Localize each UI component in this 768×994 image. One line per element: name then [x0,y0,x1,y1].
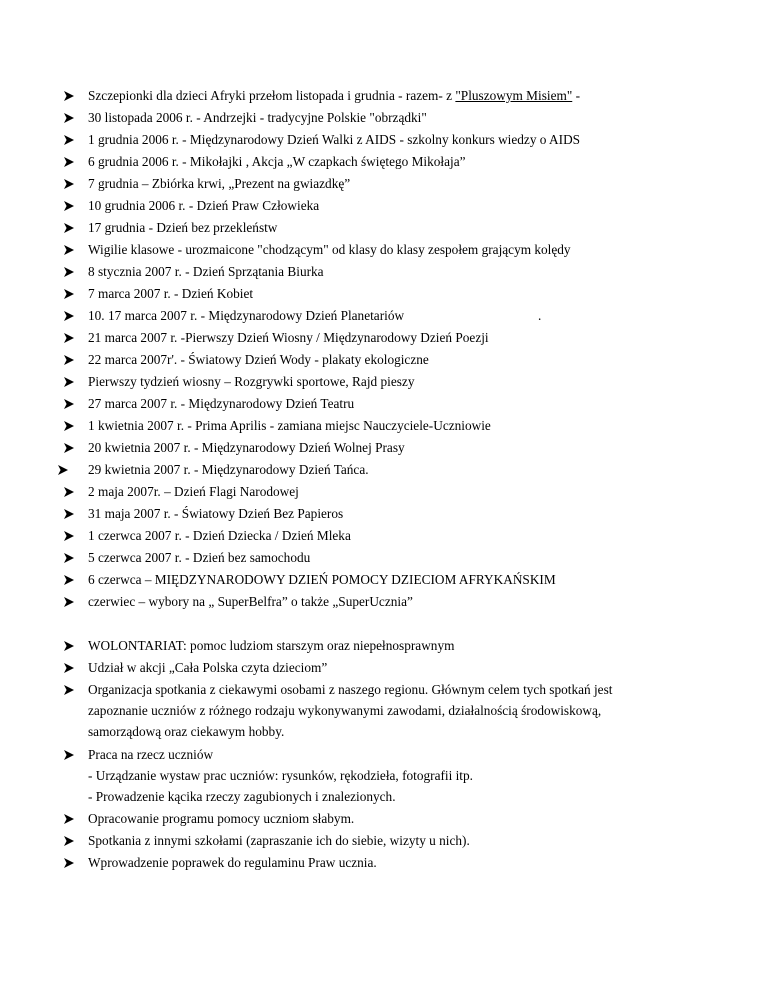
item-text: 1 grudnia 2006 r. - Międzynarodowy Dzień Walki z AIDS - szkolny konkurs wiedzy o AIDS [88,132,581,147]
arrowhead-bullet-icon [64,663,74,673]
item-text: 7 marca 2007 r. - Dzień Kobiet [88,286,254,301]
item-text: 6 grudnia 2006 r. - Mikołajki , Akcja „W czapkach świętego Mikołaja” [88,154,466,169]
arrowhead-bullet-icon [64,685,74,695]
item-text: 17 grudnia - Dzień bez przekleństw [88,220,278,235]
item-text: zapoznanie uczniów z różnego rodzaju wykonywanymi zawodami, działalnością środowiskową, [88,703,602,718]
item-text: 29 kwietnia 2007 r. - Międzynarodowy Dzień Tańca. [88,462,369,477]
arrowhead-bullet-icon [64,333,74,343]
arrowhead-bullet-icon [64,377,74,387]
arrowhead-bullet-icon [64,553,74,563]
arrowhead-bullet-icon [64,355,74,365]
item-text: 5 czerwca 2007 r. - Dzień bez samochodu [88,550,311,565]
item-text: 30 listopada 2006 r. - Andrzejki - tradycyjne Polskie "obrządki" [88,110,427,125]
item-text: 10. 17 marca 2007 r. - Międzynarodowy Dzień Planetariów [88,308,405,323]
item-text: 7 grudnia – Zbiórka krwi, „Prezent na gwiazdkę” [88,176,351,191]
arrowhead-bullet-icon [64,179,74,189]
item-text: - Prowadzenie kącika rzeczy zagubionych i znalezionych. [88,789,396,804]
item-text: Praca na rzecz uczniów [88,747,214,762]
item-text: 21 marca 2007 r. -Pierwszy Dzień Wiosny / Międzynarodowy Dzień Poezji [88,330,489,345]
arrowhead-bullet-icon [64,750,74,760]
item-text: 20 kwietnia 2007 r. - Międzynarodowy Dzień Wolnej Prasy [88,440,405,455]
arrowhead-bullet-icon [64,575,74,585]
item-text: 31 maja 2007 r. - Światowy Dzień Bez Papieros [88,506,344,521]
arrowhead-bullet-icon [64,814,74,824]
arrowhead-bullet-icon [64,91,74,101]
arrowhead-bullet-icon [64,509,74,519]
pluszowy-mis-link[interactable]: "Pluszowym Misiem" [455,88,573,103]
arrowhead-bullet-icon [64,289,74,299]
arrowhead-bullet-icon [64,157,74,167]
arrowhead-bullet-icon [64,223,74,233]
item-text: Pierwszy tydzień wiosny – Rozgrywki sportowe, Rajd pieszy [88,374,415,389]
arrowhead-bullet-icon [64,443,74,453]
arrowhead-bullet-icon [64,858,74,868]
item-text: Wigilie klasowe - urozmaicone "chodzącym" od klasy do klasy zespołem grającym kolędy [88,242,571,257]
item-text: 1 kwietnia 2007 r. - Prima Aprilis - zamiana miejsc Nauczyciele-Uczniowie [88,418,491,433]
list-item [0,307,768,325]
item-text: 27 marca 2007 r. - Międzynarodowy Dzień Teatru [88,396,355,411]
arrowhead-bullet-icon [64,836,74,846]
item-text: 10 grudnia 2006 r. - Dzień Praw Człowieka [88,198,320,213]
trailing-dot: . [538,308,542,323]
item-text: Organizacja spotkania z ciekawymi osobami z naszego regionu. Głównym celem tych spotkań jest [88,682,613,697]
item-text: samorządową oraz ciekawym hobby. [88,724,285,739]
item-text: 6 czerwca – MIĘDZYNARODOWY DZIEŃ POMOCY DZIECIOM AFRYKAŃSKIM [88,572,556,587]
arrowhead-bullet-icon [64,399,74,409]
arrowhead-bullet-icon [64,421,74,431]
item-text: Spotkania z innymi szkołami (zapraszanie ich do siebie, wizyty u nich). [88,833,470,848]
arrowhead-bullet-icon [58,465,68,475]
item-text: 1 czerwca 2007 r. - Dzień Dziecka / Dzień Mleka [88,528,351,543]
arrowhead-bullet-icon [64,267,74,277]
arrowhead-bullet-icon [64,113,74,123]
item-text-tail: - [572,88,581,103]
arrowhead-bullet-icon [64,245,74,255]
item-text: Wprowadzenie poprawek do regulaminu Praw ucznia. [88,855,377,870]
item-text: Opracowanie programu pomocy uczniom słabym. [88,811,355,826]
arrowhead-bullet-icon [64,201,74,211]
arrowhead-bullet-icon [64,641,74,651]
item-text: Szczepionki dla dzieci Afryki przełom listopada i grudnia - razem- z [88,88,456,103]
item-text: - Urządzanie wystaw prac uczniów: rysunków, rękodzieła, fotografii itp. [88,768,473,783]
arrowhead-bullet-icon [64,311,74,321]
item-text: 22 marca 2007r'. - Światowy Dzień Wody - plakaty ekologiczne [88,352,429,367]
item-text: 8 stycznia 2007 r. - Dzień Sprzątania Biurka [88,264,324,279]
arrowhead-bullet-icon [64,487,74,497]
item-text: czerwiec – wybory na „ SuperBelfra” o także „SuperUcznia” [88,594,413,609]
arrowhead-bullet-icon [64,135,74,145]
item-text: 2 maja 2007r. – Dzień Flagi Narodowej [88,484,299,499]
arrowhead-bullet-icon [64,597,74,607]
arrowhead-bullet-icon [64,531,74,541]
item-text: WOLONTARIAT: pomoc ludziom starszym oraz niepełnosprawnym [88,638,455,653]
item-text: Udział w akcji „Cała Polska czyta dzieciom” [88,660,328,675]
